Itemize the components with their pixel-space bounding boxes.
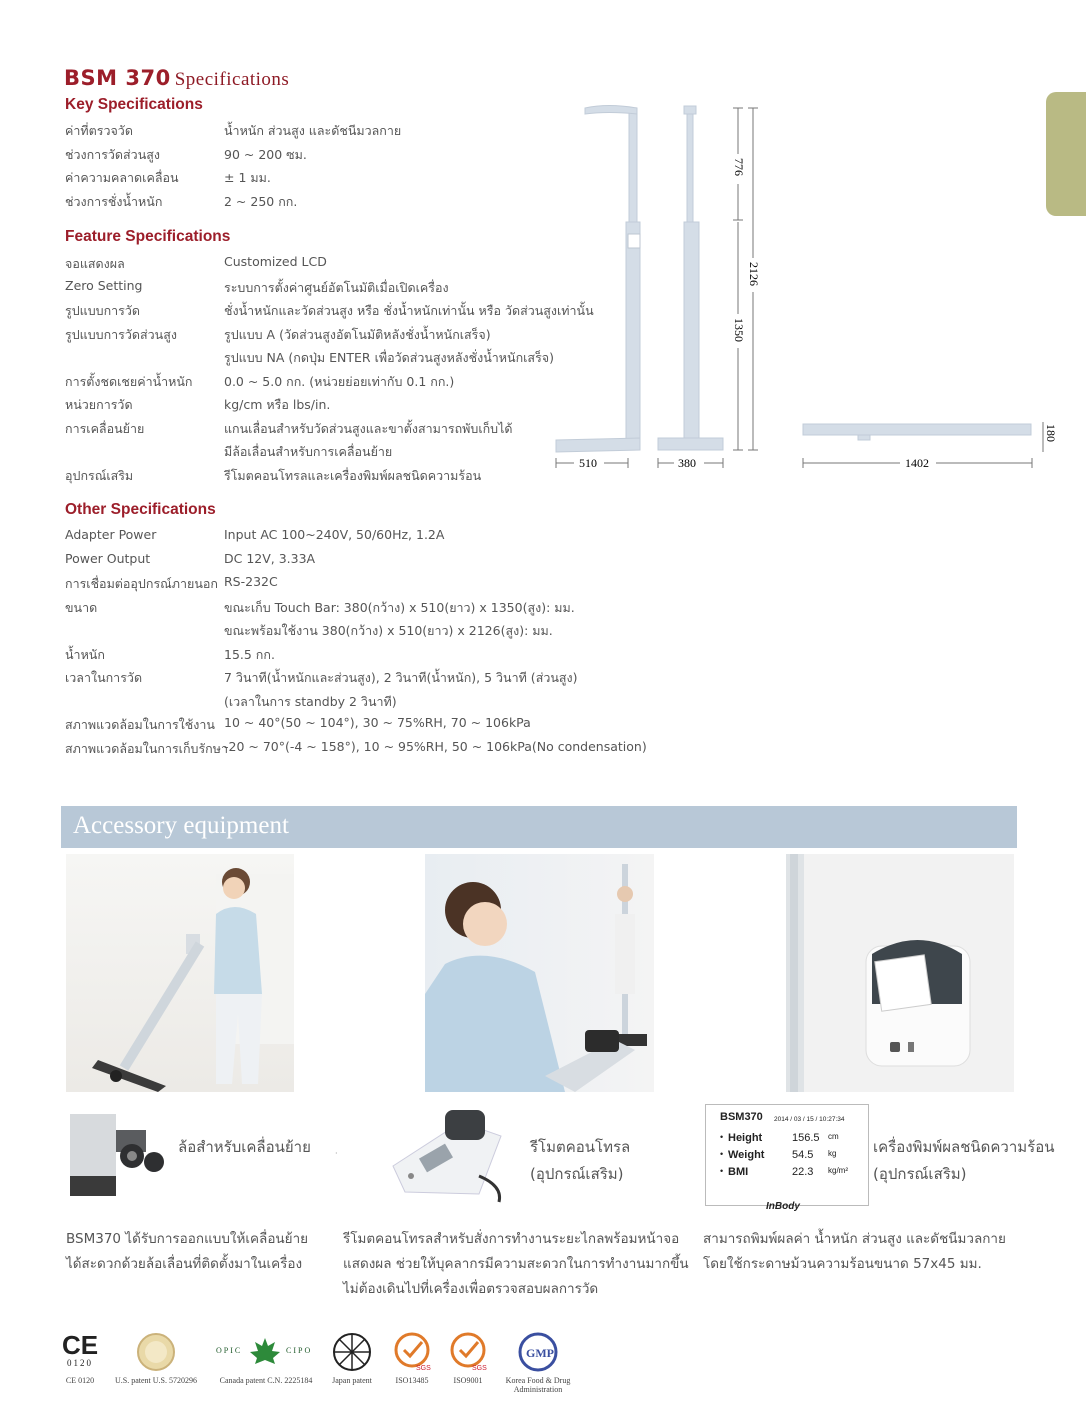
spec-label: ช่วงการชั่งน้ำหนัก	[65, 193, 163, 209]
spec-label: หน่วยการวัด	[65, 397, 133, 412]
dim-label-510: 510	[579, 456, 597, 470]
spec-value: DC 12V, 3.33A	[224, 550, 316, 566]
photo-thermal-printer	[786, 854, 1014, 1092]
device-front-body	[684, 222, 699, 450]
device-side-display	[628, 234, 640, 248]
spec-value: 90 ~ 200 ซม.	[224, 146, 307, 162]
key-specs-title: Key Specifications	[65, 96, 203, 113]
spec-label: Zero Setting	[65, 277, 143, 293]
us-patent-seal-icon	[136, 1332, 176, 1372]
spec-label: อุปกรณ์เสริม	[65, 467, 134, 483]
printout-unit: kg	[828, 1149, 837, 1158]
feature-specs-title: Feature Specifications	[65, 228, 231, 245]
printout-unit: kg/m²	[828, 1166, 848, 1175]
device-side-headpiece	[585, 106, 637, 115]
spec-value: kg/cm หรือ lbs/in.	[224, 397, 331, 412]
spec-value: รีโมตคอนโทรลและเครื่องพิมพ์ผลชนิดความร้อน	[224, 467, 482, 483]
spec-value: -20 ~ 70°(-4 ~ 158°), 10 ~ 95%RH, 50 ~ 106kPa(No condensation)	[224, 738, 647, 754]
device-front-base	[658, 438, 723, 450]
spec-label: สภาพแวดล้อมในการใช้งาน	[65, 717, 215, 732]
spec-value: น้ำหนัก ส่วนสูง และดัชนีมวลกาย	[224, 123, 402, 138]
caption-remote-control: รีโมตคอนโทรล (อุปกรณ์เสริม)	[530, 1138, 631, 1183]
printout-value: 54.5	[792, 1149, 814, 1161]
printout-label: BMI	[728, 1166, 749, 1178]
spec-value: 0.0 ~ 5.0 กก. (หน่วยย่อยเท่ากับ 0.1 กก.)	[224, 373, 455, 389]
cert-iso13485: SGS ISO13485	[390, 1332, 434, 1376]
spec-label: ช่วงการวัดส่วนสูง	[65, 146, 160, 162]
dim-label-1402: 1402	[905, 456, 929, 470]
dim-label-380: 380	[678, 456, 696, 470]
spec-label: สภาพแวดล้อมในการเก็บรักษา	[65, 740, 228, 756]
dim-label-180: 180	[1044, 424, 1058, 442]
spec-value: ขณะพร้อมใช้งาน 380(กว้าง) x 510(ยาว) x 2126(สูง): มม.	[224, 623, 553, 638]
spec-value: ขณะเก็บ Touch Bar: 380(กว้าง) x 510(ยาว) x 1350(สูง): มม.	[224, 599, 575, 615]
device-side-base	[556, 438, 640, 452]
spec-value: (เวลาในการ standby 2 วินาที)	[224, 693, 397, 709]
caption-thermal-printer: เครื่องพิมพ์ผลชนิดความร้อน (อุปกรณ์เสริม)	[873, 1138, 1055, 1183]
spec-value: 7 วินาที(น้ำหนักและส่วนสูง), 2 วินาที(น้ำหนัก), 5 วินาที (ส่วนสูง)	[224, 670, 578, 685]
remote-control-image	[383, 1106, 513, 1202]
spec-label: รูปแบบการวัดส่วนสูง	[65, 326, 177, 342]
spec-label: จอแสดงผล	[65, 256, 125, 271]
spec-value: รูปแบบ A (วัดส่วนสูงอัตโนมัติหลังชั่งน้ำหนักเสร็จ)	[224, 326, 491, 342]
spec-value: 15.5 กก.	[224, 646, 275, 662]
spec-value: Input AC 100~240V, 50/60Hz, 1.2A	[224, 527, 445, 542]
spec-value: แกนเลื่อนสำหรับวัดส่วนสูงและขาตั้งสามารถพับเก็บได้	[224, 420, 513, 436]
bullet-icon: •	[720, 1149, 724, 1159]
printout-label: Height	[728, 1132, 763, 1144]
maple-leaf-icon	[248, 1336, 282, 1366]
cert-canada-patent: OPIC CIPO Canada patent C.N. 2225184	[214, 1332, 318, 1372]
cert-iso9001: SGS ISO9001	[446, 1332, 490, 1376]
spec-label: การตั้งชดเชยค่าน้ำหนัก	[65, 373, 193, 389]
desc-thermal-printer: สามารถพิมพ์ผลค่า น้ำหนัก ส่วนสูง และดัชนีมวลกาย โดยใช้กระดาษม้วนความร้อนขนาด 57x45 มม.	[703, 1231, 1006, 1272]
caster-wheel-image	[66, 1112, 166, 1198]
other-specs-title: Other Specifications	[65, 501, 216, 518]
accessory-banner	[61, 806, 1017, 848]
desc-remote-control: รีโมตคอนโทรลสำหรับสั่งการทำงานระยะไกลพร้อมหน้าจอ แสดงผล ช่วยให้บุคลากรมีความสะดวกในการทำงานมากขึ้น ไม่ต้องเดินไปที่เครื่องเพื่อตรวจสอบผลการวัด	[343, 1231, 689, 1297]
dim-label-1350: 1350	[732, 318, 746, 342]
page-title	[64, 66, 289, 91]
printout-unit: cm	[828, 1132, 839, 1141]
title-subtitle: Specifications	[174, 69, 290, 90]
sgs-iso13485-icon	[392, 1332, 432, 1372]
printout-datetime: 2014 / 03 / 15 / 10:27:34	[774, 1116, 845, 1123]
spec-label: Adapter Power	[65, 527, 157, 542]
bullet-icon: •	[720, 1132, 724, 1142]
spec-label: การเชื่อมต่ออุปกรณ์ภายนอก	[65, 576, 218, 591]
spec-label: เวลาในการวัด	[65, 670, 143, 685]
device-folded-foot	[858, 435, 870, 440]
dim-label-2126: 2126	[747, 262, 761, 286]
printout-brand: InBody	[766, 1201, 800, 1212]
spec-value: ± 1 มม.	[224, 170, 271, 185]
dimension-diagram	[548, 100, 1058, 480]
device-front-headpiece	[684, 106, 696, 114]
photo-nurse-moving-device	[66, 854, 294, 1092]
svg-text:SGS: SGS	[472, 1365, 487, 1372]
photo-remote-control-use	[425, 854, 654, 1092]
printout-sample	[705, 1104, 869, 1212]
japan-patent-icon	[332, 1332, 372, 1372]
spec-value: มีล้อเลื่อนสำหรับการเคลื่อนย้าย	[224, 444, 393, 459]
svg-text:SGS: SGS	[416, 1365, 431, 1372]
side-tab	[1046, 92, 1086, 216]
cert-ce: CE 0120 CE 0120	[58, 1332, 102, 1368]
spec-label: การเคลื่อนย้าย	[65, 420, 145, 436]
spec-label: ขนาด	[65, 599, 98, 615]
spec-label: น้ำหนัก	[65, 646, 105, 662]
printout-value: 22.3	[792, 1166, 814, 1178]
bullet-icon: •	[720, 1166, 724, 1176]
sgs-iso9001-icon	[448, 1332, 488, 1372]
spec-value: RS-232C	[224, 574, 278, 589]
spec-label: ค่าความคลาดเคลื่อน	[65, 170, 179, 185]
printout-model: BSM370	[720, 1111, 763, 1123]
spec-value: ชั่งน้ำหนักและวัดส่วนสูง หรือ ชั่งน้ำหนักเท่านั้น หรือ วัดส่วนสูงเท่านั้น	[224, 303, 594, 318]
ce-mark-icon: CE	[61, 1330, 99, 1360]
spec-label: รูปแบบการวัด	[65, 303, 141, 318]
svg-text:GMP: GMP	[526, 1346, 554, 1360]
accessory-title: Accessory equipment	[73, 812, 289, 839]
spec-value: รูปแบบ NA (กดปุ่ม ENTER เพื่อวัดส่วนสูงหลังชั่งน้ำหนักเสร็จ)	[224, 350, 554, 365]
spec-label: Power Output	[65, 550, 151, 566]
spec-value: 2 ~ 250 กก.	[224, 193, 298, 209]
caption-caster-wheels: ล้อสำหรับเคลื่อนย้าย	[178, 1138, 311, 1156]
printout-value: 156.5	[792, 1132, 820, 1144]
spec-value: Customized LCD	[224, 254, 327, 269]
cert-japan-patent: Japan patent	[330, 1332, 374, 1376]
device-folded	[803, 424, 1031, 435]
spec-value: 10 ~ 40°(50 ~ 104°), 30 ~ 75%RH, 70 ~ 106kPa	[224, 715, 531, 730]
cert-korea-gmp: GMP Korea Food & Drug Administration	[506, 1332, 570, 1376]
spec-value: ระบบการตั้งค่าศูนย์อัตโนมัติเมื่อเปิดเครื่อง	[224, 279, 449, 295]
desc-caster-wheels: BSM370 ได้รับการออกแบบให้เคลื่อนย้าย ได้สะดวกด้วยล้อเลื่อนที่ติดตั้งมาในเครื่อง	[66, 1231, 309, 1272]
gmp-badge-icon	[514, 1332, 562, 1372]
dim-label-776: 776	[732, 158, 746, 176]
device-side-body	[626, 222, 640, 450]
separator-dot: ·	[335, 1149, 338, 1158]
spec-label: ค่าที่ตรวจวัด	[65, 123, 133, 138]
cert-us-patent: U.S. patent U.S. 5720296	[128, 1332, 184, 1376]
printout-label: Weight	[728, 1149, 765, 1161]
brand-name: BSM 370	[64, 66, 171, 90]
